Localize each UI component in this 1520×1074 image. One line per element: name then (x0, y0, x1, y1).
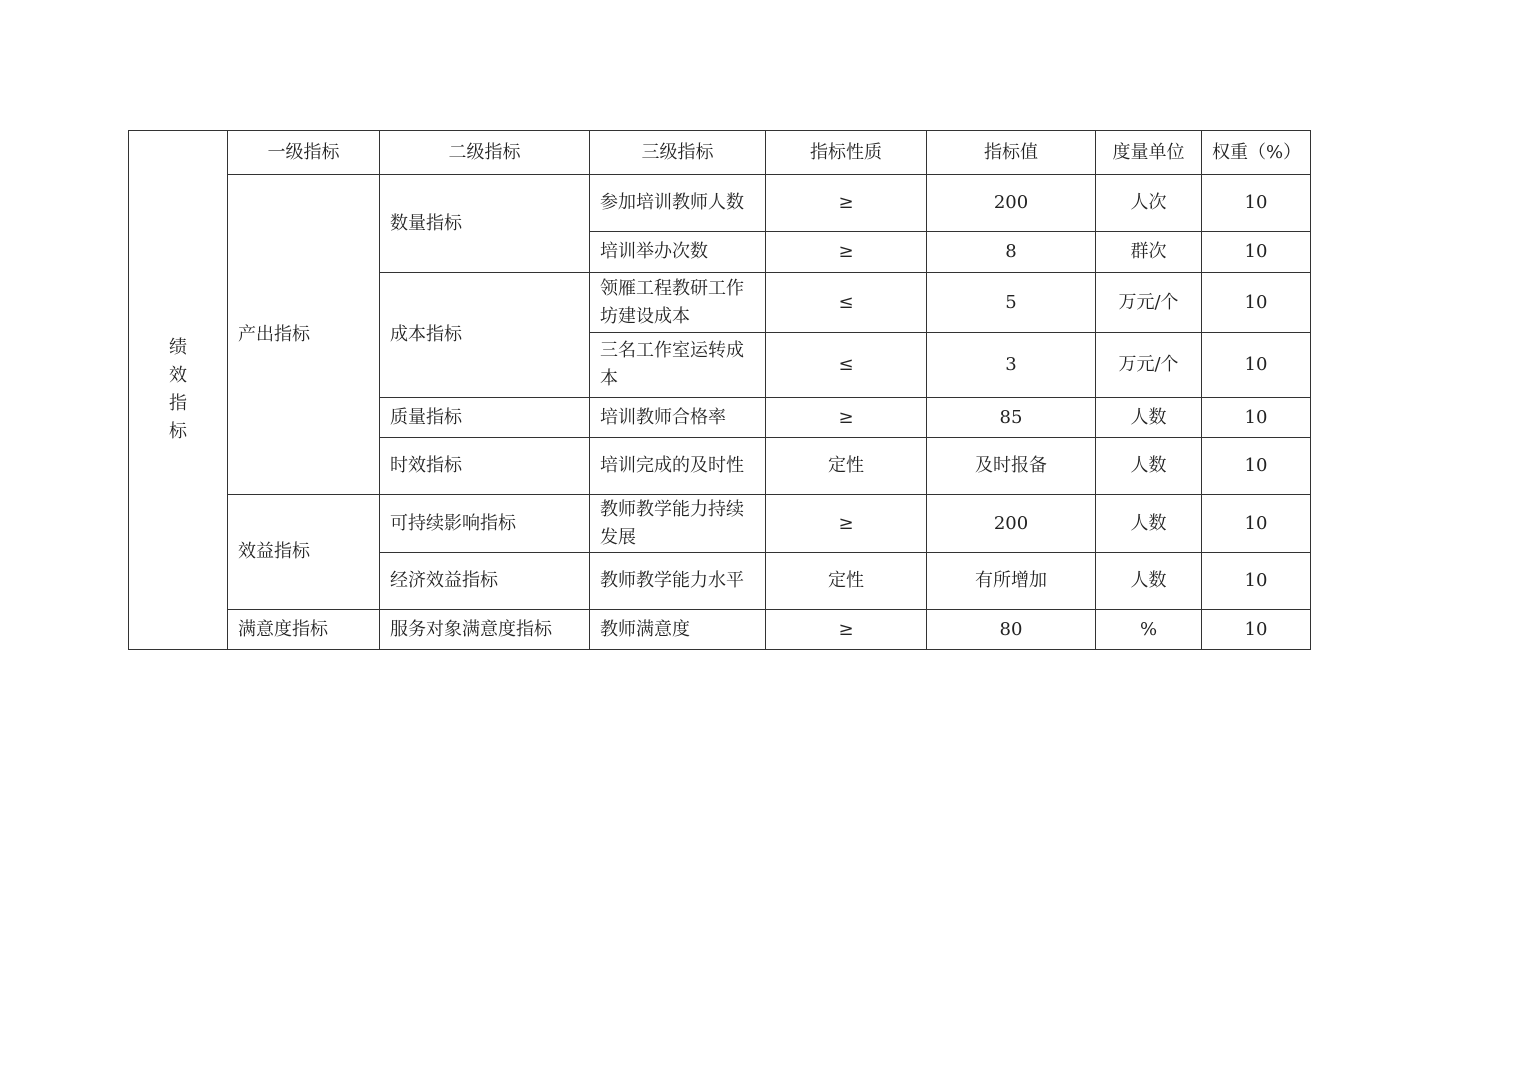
weight-cell: 10 (1202, 610, 1311, 650)
value-cell: 8 (927, 232, 1096, 273)
nature-cell: ≤ (766, 333, 927, 398)
level2-quality: 质量指标 (380, 398, 590, 438)
side-label-cell (129, 131, 228, 650)
weight-cell: 10 (1202, 495, 1311, 553)
level2-economic: 经济效益指标 (380, 553, 590, 610)
unit-cell: 人数 (1096, 438, 1202, 495)
side-label: 绩效指标 (169, 337, 187, 442)
nature-cell: ≥ (766, 610, 927, 650)
level2-cost: 成本指标 (380, 273, 590, 398)
header-nature: 指标性质 (766, 131, 927, 175)
weight-cell: 10 (1202, 175, 1311, 232)
nature-cell: ≤ (766, 273, 927, 333)
unit-cell: 人数 (1096, 553, 1202, 610)
header-level3: 三级指标 (590, 131, 766, 175)
weight-cell: 10 (1202, 398, 1311, 438)
weight-cell: 10 (1202, 553, 1311, 610)
nature-cell: ≥ (766, 175, 927, 232)
indicator-cell: 领雁工程教研工作坊建设成本 (590, 273, 766, 333)
header-row (129, 131, 1311, 175)
weight-cell: 10 (1202, 333, 1311, 398)
level2-timeliness: 时效指标 (380, 438, 590, 495)
unit-cell: 万元/个 (1096, 333, 1202, 398)
indicator-cell: 教师满意度 (590, 610, 766, 650)
header-level1: 一级指标 (228, 131, 380, 175)
indicator-cell: 培训教师合格率 (590, 398, 766, 438)
weight-cell: 10 (1202, 438, 1311, 495)
unit-cell: 群次 (1096, 232, 1202, 273)
unit-cell: 万元/个 (1096, 273, 1202, 333)
unit-cell: % (1096, 610, 1202, 650)
nature-cell: 定性 (766, 553, 927, 610)
table-row (129, 175, 1311, 232)
performance-indicator-table (128, 130, 1311, 650)
indicator-cell: 三名工作室运转成本 (590, 333, 766, 398)
indicator-cell: 教师教学能力持续发展 (590, 495, 766, 553)
unit-cell: 人数 (1096, 495, 1202, 553)
indicator-cell: 培训完成的及时性 (590, 438, 766, 495)
weight-cell: 10 (1202, 273, 1311, 333)
nature-cell: 定性 (766, 438, 927, 495)
level1-benefit: 效益指标 (228, 495, 380, 610)
value-cell: 200 (927, 175, 1096, 232)
table-row (129, 610, 1311, 650)
value-cell: 85 (927, 398, 1096, 438)
value-cell: 80 (927, 610, 1096, 650)
indicator-cell: 教师教学能力水平 (590, 553, 766, 610)
header-value: 指标值 (927, 131, 1096, 175)
level2-service: 服务对象满意度指标 (380, 610, 590, 650)
value-cell: 3 (927, 333, 1096, 398)
weight-cell: 10 (1202, 232, 1311, 273)
header-level2: 二级指标 (380, 131, 590, 175)
level2-quantity: 数量指标 (380, 175, 590, 273)
nature-cell: ≥ (766, 495, 927, 553)
level1-satisfaction: 满意度指标 (228, 610, 380, 650)
header-weight: 权重（%） (1202, 131, 1311, 175)
indicator-cell: 培训举办次数 (590, 232, 766, 273)
nature-cell: ≥ (766, 232, 927, 273)
unit-cell: 人数 (1096, 398, 1202, 438)
unit-cell: 人次 (1096, 175, 1202, 232)
header-unit: 度量单位 (1096, 131, 1202, 175)
value-cell: 及时报备 (927, 438, 1096, 495)
level1-output: 产出指标 (228, 175, 380, 495)
value-cell: 200 (927, 495, 1096, 553)
level2-sustainable: 可持续影响指标 (380, 495, 590, 553)
value-cell: 有所增加 (927, 553, 1096, 610)
nature-cell: ≥ (766, 398, 927, 438)
table-row (129, 495, 1311, 553)
indicator-cell: 参加培训教师人数 (590, 175, 766, 232)
value-cell: 5 (927, 273, 1096, 333)
